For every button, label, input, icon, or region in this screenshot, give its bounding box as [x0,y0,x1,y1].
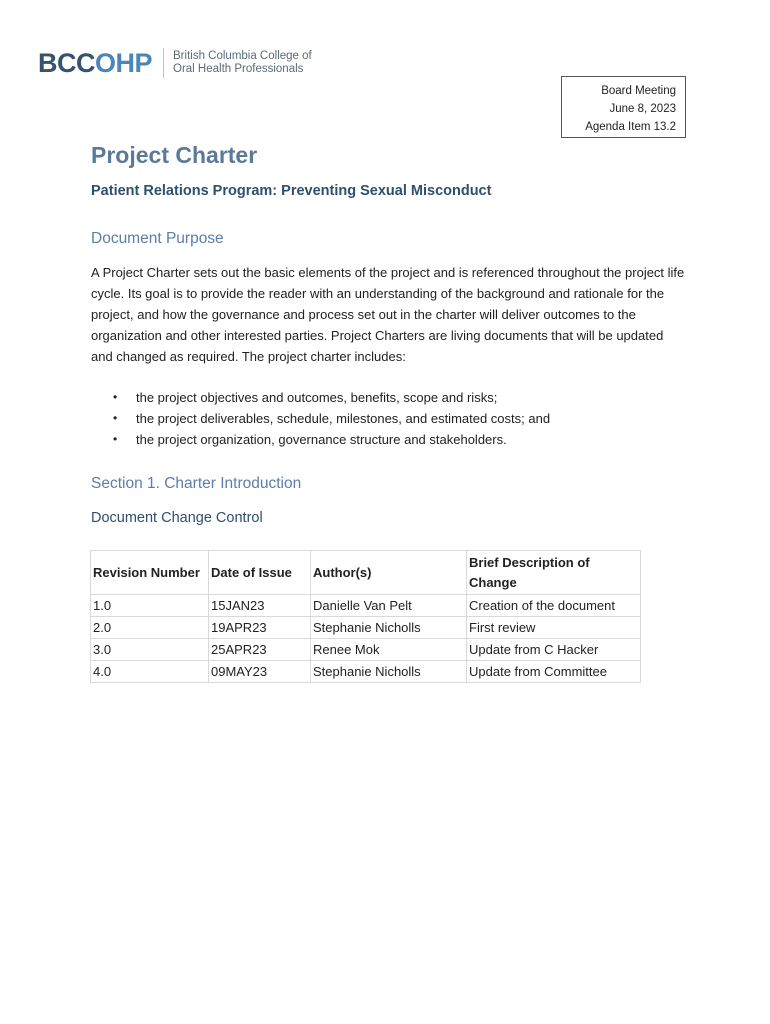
page-title: Project Charter [91,142,258,168]
cell-description: First review [467,617,641,639]
agenda-item: Agenda Item 13.2 [585,121,676,133]
table-row [91,639,641,661]
logo-mark-part1: BCC [38,47,95,78]
cell-revision: 2.0 [91,617,209,639]
change-control-heading: Document Change Control [91,510,263,526]
purpose-heading: Document Purpose [91,230,224,247]
table-header-row [91,551,641,595]
change-control-table [90,550,641,683]
org-name-line2: Oral Health Professionals [173,63,304,75]
header-authors: Author(s) [311,551,467,595]
cell-description: Update from Committee [467,661,641,683]
section-heading: Section 1. Charter Introduction [91,475,302,492]
org-name [173,50,312,76]
cell-revision: 1.0 [91,595,209,617]
org-logo [38,48,312,78]
page-subtitle: Patient Relations Program: Preventing Sexual Misconduct [91,183,492,199]
cell-description: Update from C Hacker [467,639,641,661]
cell-date: 19APR23 [209,617,311,639]
cell-author: Stephanie Nicholls [311,661,467,683]
meeting-type: Board Meeting [601,85,676,97]
logo-mark [38,47,153,78]
header-description: Brief Description of Change [467,551,641,595]
purpose-paragraph: A Project Charter sets out the basic elements of the project and is referenced throughout the project life cycle. Its goal is to provide the reader with an understanding of the background and rationale for the project, and how the governance and process set out in the charter will deliver outcomes to the organization and other interested parties. Project Charters are living documents that will be updated and changed as required. The project charter includes: [91,265,685,364]
charter-contents-list [91,387,686,450]
table-row [91,595,641,617]
org-name-line1: British Columbia College of [173,50,312,62]
cell-date: 09MAY23 [209,661,311,683]
cell-revision: 3.0 [91,639,209,661]
logo-mark-part2: OHP [95,47,153,78]
list-item: • the project organization, governance structure and stakeholders. [91,429,686,450]
cell-author: Stephanie Nicholls [311,617,467,639]
cell-author: Danielle Van Pelt [311,595,467,617]
list-item: • the project deliverables, schedule, milestones, and estimated costs; and [91,408,686,429]
list-item: • the project objectives and outcomes, benefits, scope and risks; [91,387,686,408]
cell-revision: 4.0 [91,661,209,683]
cell-description: Creation of the document [467,595,641,617]
header-revision-number: Revision Number [91,551,209,595]
meeting-date: June 8, 2023 [609,103,676,115]
header-date-of-issue: Date of Issue [209,551,311,595]
cell-date: 15JAN23 [209,595,311,617]
cell-date: 25APR23 [209,639,311,661]
table-row [91,661,641,683]
logo-divider [163,48,164,78]
cell-author: Renee Mok [311,639,467,661]
table-row [91,617,641,639]
meeting-info-box [561,76,686,138]
